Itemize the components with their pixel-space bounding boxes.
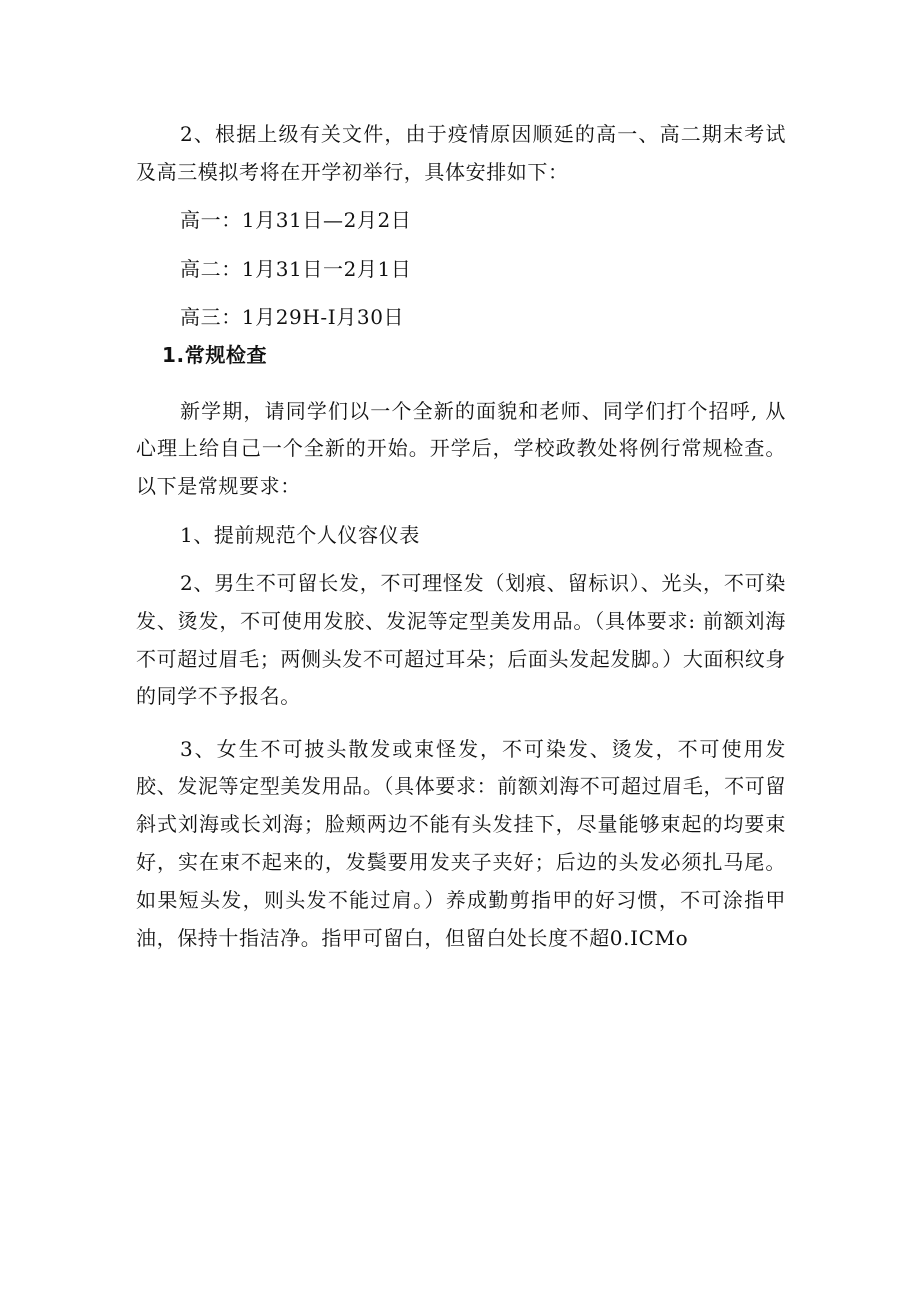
rule-1: 1、提前规范个人仪容仪表 <box>180 522 420 547</box>
schedule-grade-2: 高二：1月31日一2月1日 <box>180 256 412 281</box>
document-body <box>136 116 786 957</box>
section-heading: 1.常规检查 <box>162 342 268 367</box>
rule-2-boys: 2、男生不可留长发，不可理怪发（划痕、留标识）、光头，不可染发、烫发，不可使用发胶、发泥等定型美发用品。（具体要求: 前额刘海不可超过眉毛；两侧头发不可超过耳朵；后面头发起发脚。）大面积纹身的同学不予报名。 <box>136 570 786 709</box>
intro-paragraph: 新学期，请同学们以一个全新的面貌和老师、同学们打个招呼, 从心理上给自己一个全新的开始。开学后，学校政教处将例行常规检查。以下是常规要求： <box>136 398 786 499</box>
rule-3-girls: 3、女生不可披头散发或束怪发，不可染发、烫发，不可使用发胶、发泥等定型美发用品。（具体要求：前额刘海不可超过眉毛，不可留斜式刘海或长刘海；脸颊两边不能有头发挂下，尽量能够束起的均要束好，实在束不起来的，发鬓要用发夹子夹好；后边的头发必须扎马尾。如果短头发，则头发不能过肩。）养成勤剪指甲的好习惯，不可涂指甲油，保持十指洁净。指甲可留白，但留白处长度不超0.ICMo <box>136 736 786 950</box>
schedule-grade-3: 高三：1月29H-I月30日 <box>180 304 405 329</box>
exam-paragraph: 2、根据上级有关文件，由于疫情原因顺延的高一、高二期末考试及高三模拟考将在开学初举行，具体安排如下： <box>136 122 786 184</box>
schedule-grade-1: 高一：1月31日—2月2日 <box>180 208 412 233</box>
